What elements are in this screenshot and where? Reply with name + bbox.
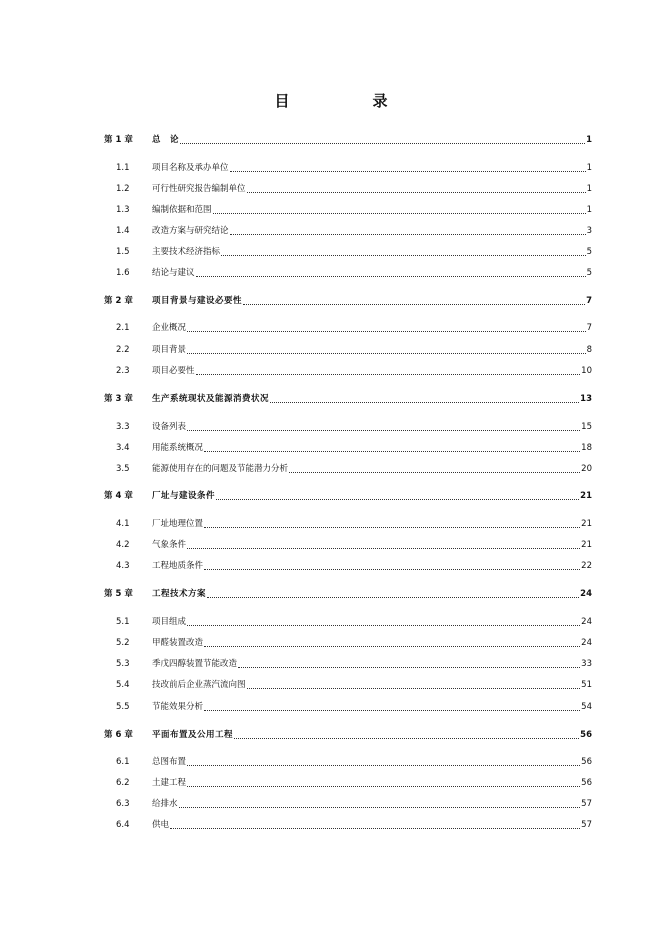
- toc-entry-title: 节能效果分析: [152, 702, 204, 712]
- toc-chapter-row[interactable]: [104, 488, 592, 502]
- toc-chapter-row[interactable]: [104, 391, 592, 405]
- toc-entry-number: 2.2: [116, 345, 130, 355]
- toc-entry-title: 工程技术方案: [152, 589, 207, 599]
- toc-dot-leader: [207, 596, 579, 598]
- toc-entry-title: 技改前后企业蒸汽流向图: [152, 680, 246, 690]
- toc-entry-number: 5.3: [116, 659, 130, 669]
- toc-entry-title: 给排水: [152, 799, 178, 809]
- toc-page-number: 21: [581, 540, 592, 550]
- toc-section-row[interactable]: [104, 419, 592, 433]
- toc-section-row[interactable]: [104, 440, 592, 454]
- toc-page-number: 7: [586, 323, 592, 333]
- toc-entry-number: 3.4: [116, 443, 130, 453]
- toc-dot-leader: [179, 806, 581, 808]
- toc-section-row[interactable]: [104, 656, 592, 670]
- toc-entry-number: 3.5: [116, 464, 130, 474]
- toc-entry-title: 编制依据和范围: [152, 205, 212, 215]
- toc-entry-number: 6.2: [116, 778, 130, 788]
- toc-page-number: 51: [581, 680, 592, 690]
- toc-page-number: 24: [580, 589, 592, 599]
- toc-chapter-row[interactable]: [104, 293, 592, 307]
- toc-section-row[interactable]: [104, 796, 592, 810]
- toc-dot-leader: [221, 254, 586, 256]
- toc-section-row[interactable]: [104, 699, 592, 713]
- toc-entry-number: 6.1: [116, 757, 130, 767]
- toc-entry-number: 第 2 章: [104, 296, 133, 306]
- toc-entry-title: 项目背景: [152, 345, 187, 355]
- toc-entry-title: 供电: [152, 820, 170, 830]
- toc-entry-title: 生产系统现状及能源消费状况: [152, 394, 270, 404]
- toc-page-number: 24: [581, 638, 592, 648]
- toc-dot-leader: [230, 170, 586, 172]
- toc-dot-leader: [196, 373, 581, 375]
- toc-page-number: 18: [581, 443, 592, 453]
- toc-entry-number: 6.4: [116, 820, 130, 830]
- toc-section-row[interactable]: [104, 244, 592, 258]
- toc-page-number: 56: [581, 778, 592, 788]
- toc-section-row[interactable]: [104, 635, 592, 649]
- toc-entry-title: 工程地质条件: [152, 561, 204, 571]
- toc-entry-title: 主要技术经济指标: [152, 247, 221, 257]
- toc-entry-number: 5.4: [116, 680, 130, 690]
- toc-dot-leader: [187, 624, 580, 626]
- toc-dot-leader: [204, 526, 580, 528]
- toc-entry-number: 2.3: [116, 366, 130, 376]
- toc-entry-title: 可行性研究报告编制单位: [152, 184, 246, 194]
- toc-section-row[interactable]: [104, 775, 592, 789]
- toc-dot-leader: [243, 303, 585, 305]
- toc-entry-number: 4.2: [116, 540, 130, 550]
- toc-dot-leader: [187, 547, 580, 549]
- toc-page-number: 1: [586, 135, 592, 145]
- toc-dot-leader: [289, 471, 580, 473]
- toc-entry-number: 5.2: [116, 638, 130, 648]
- toc-entry-title: 结论与建议: [152, 268, 195, 278]
- toc-entry-title: 气象条件: [152, 540, 187, 550]
- toc-entry-number: 5.1: [116, 617, 130, 627]
- toc-entry-number: 1.1: [116, 163, 130, 173]
- toc-entry-number: 1.5: [116, 247, 130, 257]
- toc-entry-number: 5.5: [116, 702, 130, 712]
- toc-entry-title: 总图布置: [152, 757, 187, 767]
- toc-page-number: 21: [580, 491, 592, 501]
- toc-entry-title: 总 论: [152, 135, 180, 145]
- toc-page-number: 24: [581, 617, 592, 627]
- toc-page-number: 21: [581, 519, 592, 529]
- toc-section-row[interactable]: [104, 754, 592, 768]
- toc-entry-number: 1.6: [116, 268, 130, 278]
- toc-entry-number: 4.3: [116, 561, 130, 571]
- toc-chapter-row[interactable]: [104, 727, 592, 741]
- toc-section-row[interactable]: [104, 342, 592, 356]
- toc-dot-leader: [170, 827, 580, 829]
- toc-entry-number: 1.3: [116, 205, 130, 215]
- toc-dot-leader: [213, 212, 586, 214]
- toc-entry-number: 第 4 章: [104, 491, 133, 501]
- toc-dot-leader: [238, 666, 580, 668]
- toc-page-number: 1: [586, 184, 592, 194]
- toc-entry-title: 项目组成: [152, 617, 187, 627]
- toc-dot-leader: [180, 142, 585, 144]
- toc-page-number: 56: [581, 757, 592, 767]
- toc-entry-title: 用能系统概况: [152, 443, 204, 453]
- toc-entry-title: 厂址与建设条件: [152, 491, 216, 501]
- toc-page-number: 57: [581, 799, 592, 809]
- toc-dot-leader: [187, 764, 580, 766]
- toc-dot-leader: [187, 352, 586, 354]
- toc-dot-leader: [187, 785, 580, 787]
- toc-dot-leader: [187, 330, 586, 332]
- toc-entry-number: 第 6 章: [104, 730, 133, 740]
- toc-page-number: 56: [580, 730, 592, 740]
- toc-entry-number: 第 3 章: [104, 394, 133, 404]
- toc-dot-leader: [204, 568, 580, 570]
- toc-dot-leader: [187, 429, 580, 431]
- page-title: 目 录: [274, 92, 422, 110]
- toc-entry-title: 甲醛装置改造: [152, 638, 204, 648]
- toc-dot-leader: [247, 191, 586, 193]
- toc-dot-leader: [204, 709, 580, 711]
- toc-section-row[interactable]: [104, 181, 592, 195]
- toc-section-row[interactable]: [104, 817, 592, 831]
- toc-section-row[interactable]: [104, 461, 592, 475]
- toc-entry-number: 1.4: [116, 226, 130, 236]
- toc-page-number: 10: [581, 366, 592, 376]
- toc-entry-title: 土建工程: [152, 778, 187, 788]
- toc-page-number: 20: [581, 464, 592, 474]
- toc-dot-leader: [204, 450, 580, 452]
- toc-section-row[interactable]: [104, 516, 592, 530]
- toc-page-number: 5: [586, 268, 592, 278]
- toc-entry-title: 能源使用存在的问题及节能潜力分析: [152, 464, 289, 474]
- toc-entry-number: 6.3: [116, 799, 130, 809]
- toc-entry-title: 季戊四醇装置节能改造: [152, 659, 238, 669]
- toc-page-number: 7: [586, 296, 592, 306]
- toc-section-row[interactable]: [104, 265, 592, 279]
- toc-entry-number: 1.2: [116, 184, 130, 194]
- toc-chapter-row[interactable]: [104, 586, 592, 600]
- toc-page-number: 3: [586, 226, 592, 236]
- toc-entry-number: 第 5 章: [104, 589, 133, 599]
- toc-section-row[interactable]: [104, 202, 592, 216]
- toc-page-number: 33: [581, 659, 592, 669]
- toc-dot-leader: [204, 645, 580, 647]
- toc-section-row[interactable]: [104, 537, 592, 551]
- toc-dot-leader: [247, 687, 581, 689]
- toc-entry-number: 3.3: [116, 422, 130, 432]
- toc-entry-title: 厂址地理位置: [152, 519, 204, 529]
- toc-entry-title: 项目背景与建设必要性: [152, 296, 243, 306]
- toc-entry-title: 项目必要性: [152, 366, 195, 376]
- toc-entry-number: 第 1 章: [104, 135, 133, 145]
- toc-dot-leader: [234, 737, 579, 739]
- toc-entry-title: 项目名称及承办单位: [152, 163, 229, 173]
- toc-page-number: 54: [581, 702, 592, 712]
- toc-section-row[interactable]: [104, 320, 592, 334]
- toc-section-row[interactable]: [104, 160, 592, 174]
- toc-page-number: 15: [581, 422, 592, 432]
- toc-page-number: 22: [581, 561, 592, 571]
- toc-entry-number: 4.1: [116, 519, 130, 529]
- toc-dot-leader: [270, 401, 579, 403]
- toc-page-number: 1: [586, 205, 592, 215]
- toc-section-row[interactable]: [104, 614, 592, 628]
- toc-page-number: 13: [580, 394, 592, 404]
- toc-section-row[interactable]: [104, 558, 592, 572]
- toc-section-row[interactable]: [104, 223, 592, 237]
- toc-dot-leader: [196, 275, 586, 277]
- toc-dot-leader: [216, 498, 579, 500]
- toc-page-number: 57: [581, 820, 592, 830]
- toc-section-row[interactable]: [104, 677, 592, 691]
- toc-page-number: 1: [586, 163, 592, 173]
- toc-page-number: 5: [586, 247, 592, 257]
- toc-entry-title: 改造方案与研究结论: [152, 226, 229, 236]
- toc-entry-title: 企业概况: [152, 323, 187, 333]
- toc-dot-leader: [230, 233, 586, 235]
- toc-section-row[interactable]: [104, 363, 592, 377]
- toc-entry-number: 2.1: [116, 323, 130, 333]
- toc-chapter-row[interactable]: [104, 132, 592, 146]
- toc-entry-title: 设备列表: [152, 422, 187, 432]
- toc-page-number: 8: [586, 345, 592, 355]
- toc-entry-title: 平面布置及公用工程: [152, 730, 234, 740]
